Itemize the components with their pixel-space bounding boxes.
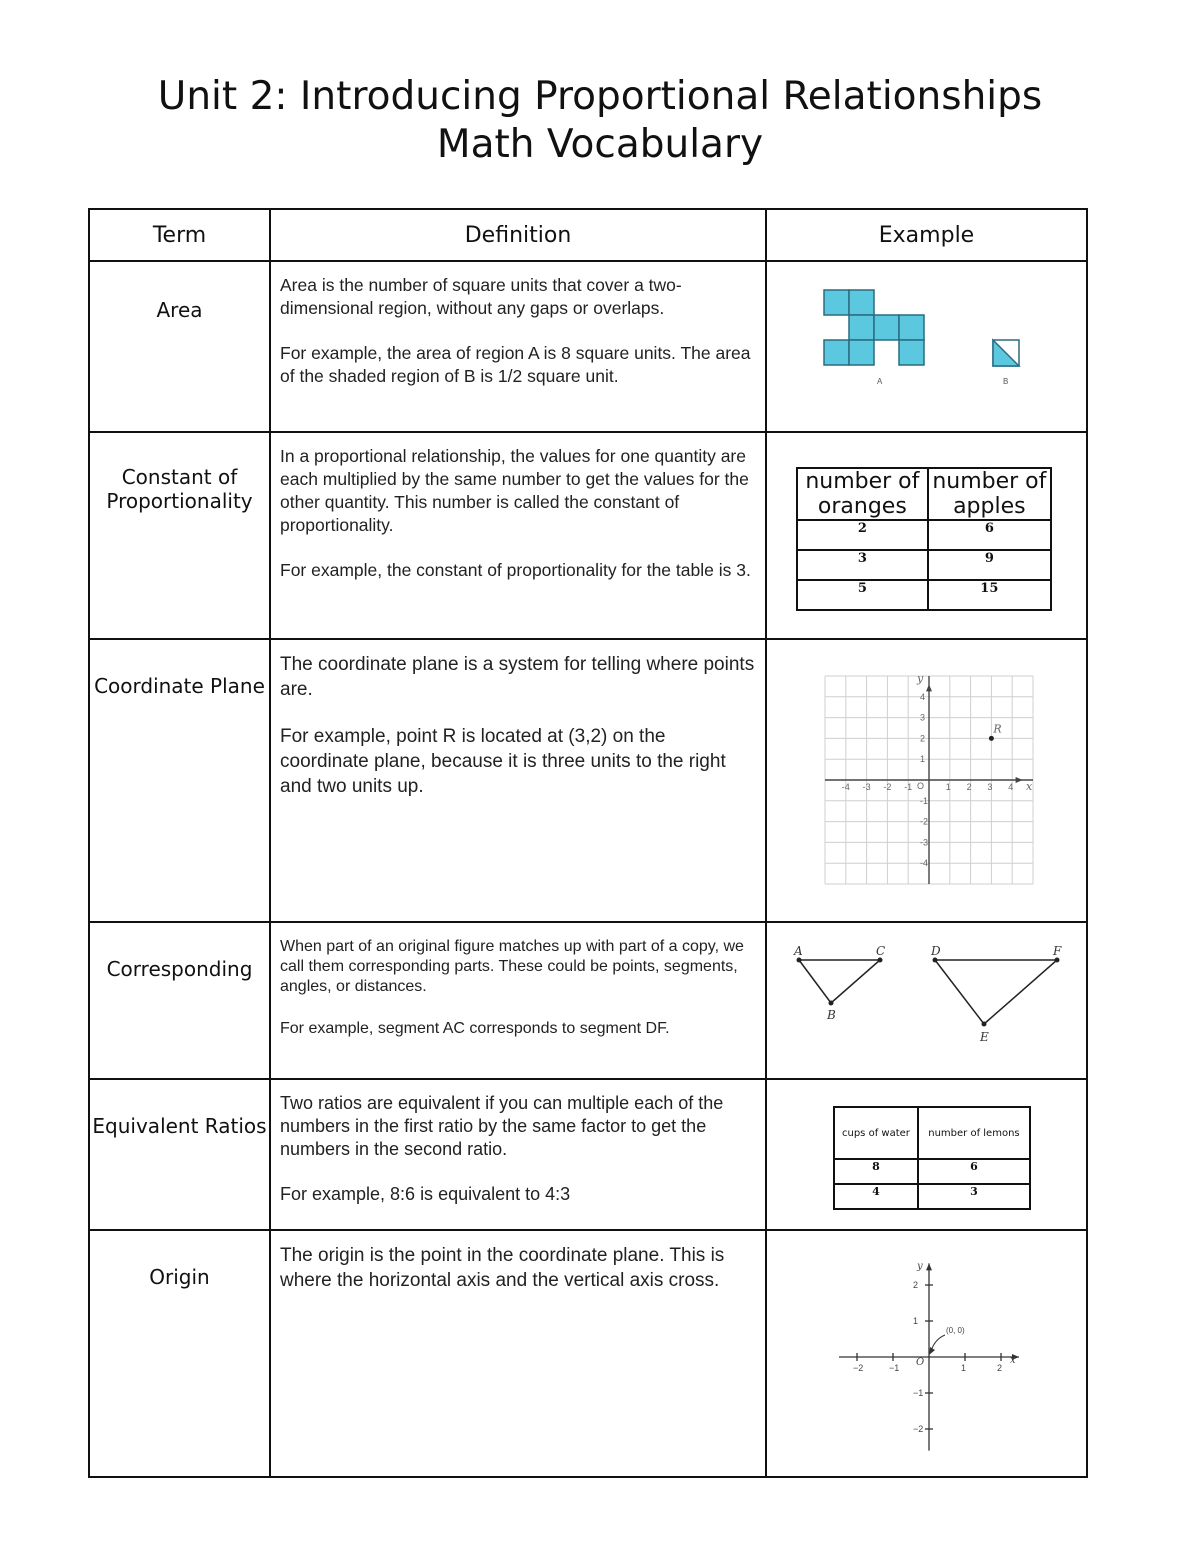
- x-tick-label: 2: [966, 782, 972, 792]
- term-constant-of-proportionality: Constant of Proportionality: [89, 432, 270, 639]
- vertex-f: [1055, 958, 1060, 963]
- y-arrow: [926, 1263, 932, 1270]
- label-b: B: [827, 1008, 836, 1022]
- label-a: A: [794, 944, 803, 958]
- y-tick-label: 2: [920, 733, 926, 744]
- example-text: For example, the area of region A is 8 square units. The area of the shaded region of B is 1/2 square unit.: [280, 343, 751, 386]
- y-arrow: [926, 684, 932, 691]
- example-origin: [766, 1230, 1087, 1477]
- unit-square: [824, 290, 849, 315]
- table-row: [89, 1079, 1087, 1230]
- x-tick-label: 2: [997, 1363, 1003, 1373]
- col-header: number of apples: [928, 468, 1051, 520]
- example-text: For example, the constant of proportionality for the table is 3.: [280, 560, 751, 580]
- origin-point-label: (0, 0): [946, 1326, 965, 1335]
- col-header: number of oranges: [797, 468, 928, 520]
- unit-square: [849, 290, 874, 315]
- y-axis-label: y: [917, 672, 924, 685]
- unit-square: [849, 340, 874, 365]
- table-cell: 5: [797, 580, 928, 610]
- unit-square: [899, 340, 924, 365]
- term-area: Area: [89, 261, 270, 432]
- table-row: [89, 432, 1087, 639]
- y-tick-label: −2: [913, 1424, 924, 1434]
- example-text: For example, point R is located at (3,2) on the coordinate plane, because it is three units to the right and two units up.: [280, 726, 726, 797]
- point-r: [989, 736, 994, 741]
- y-tick-label: 1: [913, 1316, 919, 1326]
- table-row: [89, 922, 1087, 1079]
- x-tick-label: 1: [945, 782, 951, 792]
- triangle-def: [935, 960, 1057, 1024]
- origin-graph: [767, 1231, 1087, 1479]
- label-region-a: A: [877, 377, 883, 386]
- unit-square: [824, 340, 849, 365]
- y-tick-label: -4: [920, 858, 929, 869]
- y-tick-label: -1: [920, 795, 929, 806]
- x-tick-label: -3: [862, 782, 871, 792]
- vertex-e: [982, 1022, 987, 1027]
- definition-text: Two ratios are equivalent if you can multiple each of the numbers in the first ratio by the same factor to get the numbers in the second ratio.: [280, 1093, 724, 1159]
- y-tick-label: 4: [920, 691, 926, 702]
- y-tick-label: 3: [920, 712, 926, 723]
- vertex-d: [933, 958, 938, 963]
- x-axis-label: x: [1010, 1355, 1016, 1366]
- origin-label: O: [916, 1357, 925, 1368]
- vertex-b: [829, 1001, 834, 1006]
- table-row: [89, 639, 1087, 922]
- term-corresponding: Corresponding: [89, 922, 270, 1079]
- table-cell: 9: [928, 550, 1051, 580]
- definition-coordinate-plane: [270, 639, 766, 922]
- label-d: D: [931, 944, 941, 958]
- term-origin: Origin: [89, 1230, 270, 1477]
- header-example: Example: [766, 209, 1087, 261]
- definition-text: The coordinate plane is a system for telling where points are.: [280, 654, 755, 700]
- y-tick-label: −1: [913, 1388, 924, 1398]
- x-tick-label: 1: [961, 1363, 967, 1373]
- page-subtitle: Math Vocabulary: [436, 122, 764, 167]
- table-cell: 4: [834, 1184, 918, 1209]
- area-diagram: [767, 262, 1087, 432]
- water-lemons-table: [833, 1106, 1031, 1210]
- point-r-label: R: [993, 722, 1002, 736]
- vertex-a: [797, 958, 802, 963]
- definition-origin: [270, 1230, 766, 1477]
- x-tick-label: -4: [841, 782, 850, 792]
- table-row: [89, 1230, 1087, 1477]
- table-cell: 3: [918, 1184, 1030, 1209]
- label-c: C: [876, 944, 886, 958]
- example-corresponding: [766, 922, 1087, 1079]
- x-axis-label: x: [1026, 780, 1033, 793]
- vocabulary-table: [88, 208, 1088, 1478]
- unit-square: [849, 315, 874, 340]
- x-arrow: [1016, 777, 1023, 783]
- y-tick-label: -2: [920, 816, 929, 827]
- x-tick-label: −2: [853, 1363, 864, 1373]
- example-equivalent-ratios: [766, 1079, 1087, 1230]
- definition-text: In a proportional relationship, the values for one quantity are each multiplied by the same number to get the values for the other quantity. This number is called the constant of proportionality.: [280, 446, 749, 535]
- table-cell: 15: [928, 580, 1051, 610]
- y-axis-label: y: [917, 1261, 923, 1272]
- example-area: [766, 261, 1087, 432]
- table-header-row: [89, 209, 1087, 261]
- origin-arrow: [931, 1335, 945, 1351]
- unit-square: [874, 315, 899, 340]
- example-text: For example, 8:6 is equivalent to 4:3: [280, 1184, 571, 1204]
- table-cell: 6: [928, 520, 1051, 550]
- header-term: Term: [89, 209, 270, 261]
- definition-corresponding: [270, 922, 766, 1079]
- vertex-c: [878, 958, 883, 963]
- unit-square: [899, 315, 924, 340]
- term-equivalent-ratios: Equivalent Ratios: [89, 1079, 270, 1230]
- header-definition: Definition: [270, 209, 766, 261]
- page-title: Unit 2: Introducing Proportional Relationships: [157, 74, 1043, 119]
- example-constant-of-proportionality: [766, 432, 1087, 639]
- definition-text: The origin is the point in the coordinate plane. This is where the horizontal axis and the vertical axis cross.: [280, 1245, 725, 1291]
- label-f: F: [1053, 944, 1062, 958]
- table-cell: 8: [834, 1159, 918, 1184]
- y-tick-label: -3: [920, 837, 929, 848]
- coordinate-plane-graph: [767, 640, 1087, 922]
- origin-label: O: [917, 781, 925, 791]
- y-tick-label: 1: [920, 754, 926, 765]
- x-tick-label: 3: [987, 782, 993, 792]
- definition-text: When part of an original figure matches up with part of a copy, we call them corresponding parts. These could be points, segments, angles, or distances.: [280, 938, 744, 995]
- definition-equivalent-ratios: [270, 1079, 766, 1230]
- x-tick-label: 4: [1008, 782, 1014, 792]
- label-region-b: B: [1003, 377, 1009, 386]
- example-text: For example, segment AC corresponds to segment DF.: [280, 1020, 670, 1037]
- definition-text: Area is the number of square units that cover a two-dimensional region, without any gaps or overlaps.: [280, 275, 682, 318]
- y-tick-label: 2: [913, 1280, 919, 1290]
- table-row: [89, 261, 1087, 432]
- example-coordinate-plane: [766, 639, 1087, 922]
- definition-area: [270, 261, 766, 432]
- col-header: number of lemons: [918, 1107, 1030, 1159]
- table-cell: 2: [797, 520, 928, 550]
- oranges-apples-table: [796, 467, 1052, 611]
- term-coordinate-plane: Coordinate Plane: [89, 639, 270, 922]
- triangle-abc: [799, 960, 880, 1003]
- label-e: E: [980, 1030, 989, 1044]
- table-cell: 6: [918, 1159, 1030, 1184]
- x-tick-label: -2: [883, 782, 892, 792]
- x-tick-label: -1: [904, 782, 913, 792]
- x-tick-label: −1: [889, 1363, 900, 1373]
- corresponding-triangles: [767, 923, 1087, 1079]
- definition-constant-of-proportionality: [270, 432, 766, 639]
- table-cell: 3: [797, 550, 928, 580]
- col-header: cups of water: [834, 1107, 918, 1159]
